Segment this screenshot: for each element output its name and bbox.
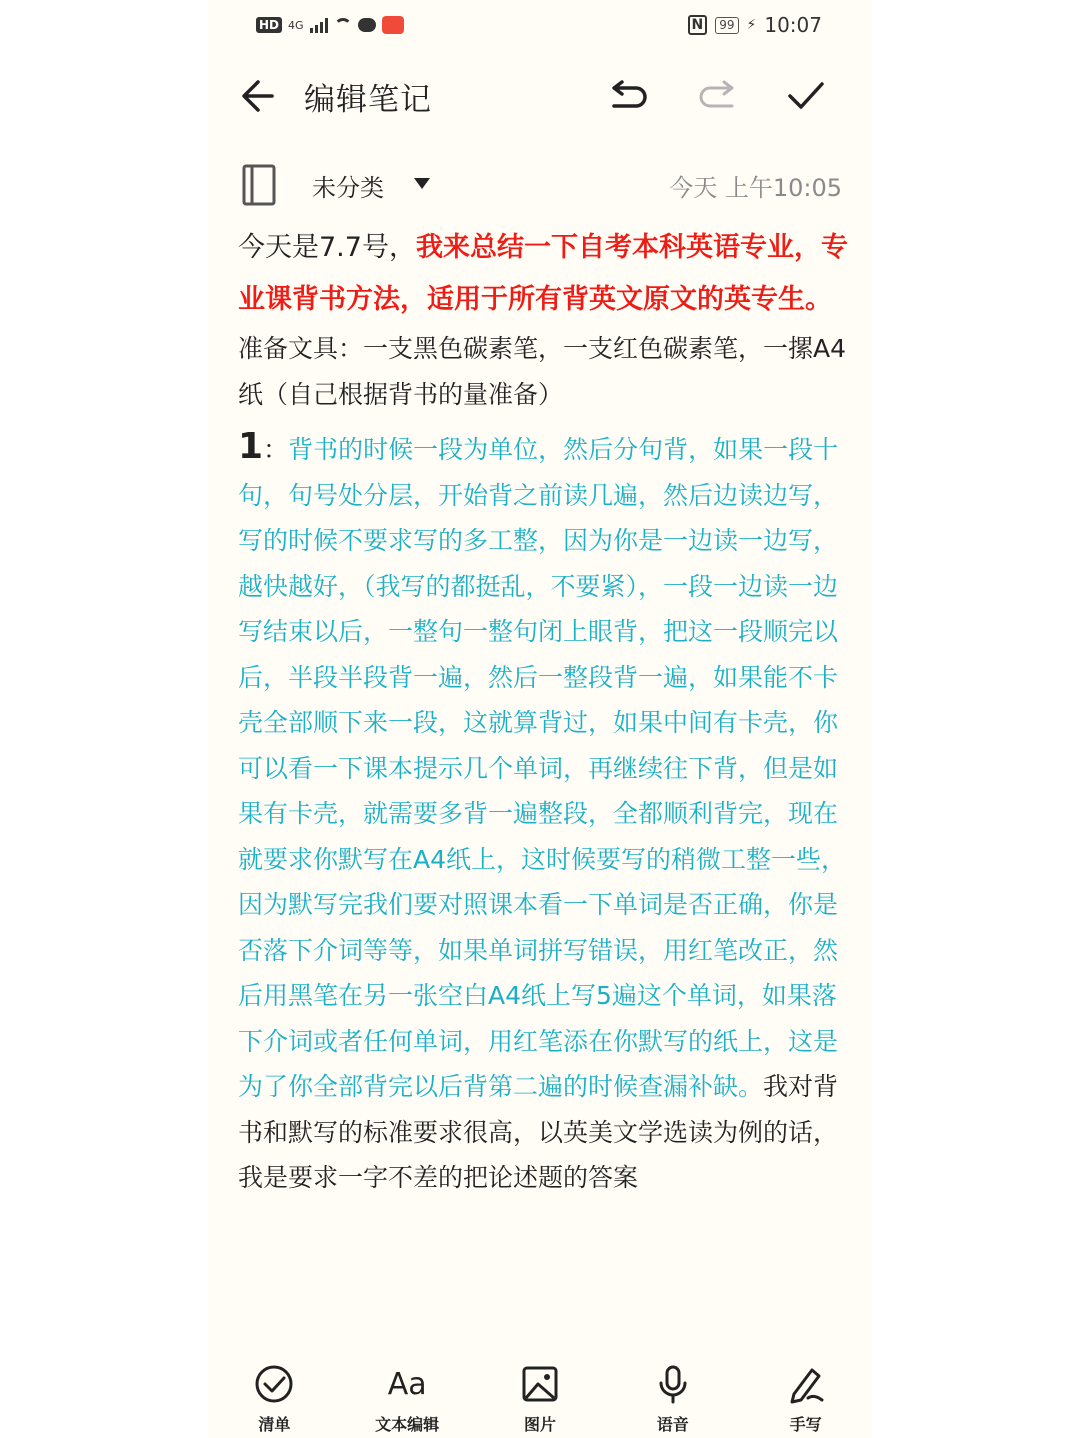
charging-icon: ⚡ (746, 17, 757, 33)
checklist-button[interactable] (219, 1350, 329, 1438)
checklist-label: 清单 (258, 1415, 291, 1434)
lead-plain-text: 今天是7.7号， (238, 232, 416, 263)
step-number: 1 (238, 426, 264, 467)
text-format-icon (385, 1362, 429, 1406)
image-label: 图片 (523, 1415, 556, 1434)
step-tail-text: 我对背书和默写的标准要求很高，以英美文学选读为例的话，我是要求一字不差的把论述题的答案 (238, 1072, 839, 1192)
checklist-icon (252, 1362, 296, 1406)
clock: 10:07 (764, 13, 822, 37)
chevron-down-icon[interactable] (414, 178, 430, 189)
voice-label: 语音 (656, 1415, 689, 1434)
step-text: 背书的时候一段为单位，然后分句背，如果一段十句，句号处分层，开始背之前读几遍，然后边读边写，写的时候不要求写的多工整，因为你是一边读一边写，越快越好，（我写的都挺乱，不要紧），一段一边读一边写结束以后，一整句一整句闭上眼背，把这一段顺完以后，半段半段背一遍，然后一整段背一遍，如果能不卡壳全部顺下来一段，这就算背过，如果中间有卡壳，你可以看一下课本提示几个单词，再继续往下背，但是如果有卡壳，就需要多背一遍整段，全都顺利背完，现在就要求你默写在A4纸上，这时候要写的稍微工整一些，因为默写完我们要对照课本看一下单词是否正确，你是否落下介词等等，如果单词拼写错误，用红笔改正，然后用黑笔在另一张空白A4纸上写5遍这个单词，如果落下介词或者任何单词，用红笔添在你默写的纸上，这是为了你全部背完以后背第二遍的时候查漏补缺。 (238, 435, 847, 1101)
notebook-icon[interactable] (242, 164, 276, 206)
check-icon[interactable] (784, 74, 828, 118)
note-timestamp: 今天 上午10:05 (669, 174, 842, 202)
network-type: 4G (288, 18, 304, 32)
note-lead-paragraph (238, 222, 850, 326)
note-meta-row (208, 158, 872, 214)
text-edit-button[interactable] (352, 1350, 462, 1438)
wechat-icon (358, 18, 376, 32)
step-colon: ： (263, 435, 289, 464)
image-button[interactable] (485, 1350, 595, 1438)
bottom-toolbar (208, 1350, 872, 1438)
microphone-icon (651, 1362, 695, 1406)
back-arrow-icon[interactable] (238, 74, 282, 118)
handwrite-label: 手写 (789, 1415, 822, 1434)
undo-icon[interactable] (606, 74, 650, 118)
image-icon (518, 1362, 562, 1406)
pen-icon (784, 1362, 828, 1406)
text-format-glyph: Aa (387, 1366, 427, 1402)
nfc-icon: N (688, 15, 708, 35)
status-left (256, 12, 404, 38)
handwrite-button[interactable] (751, 1350, 861, 1438)
signal-icon (310, 17, 328, 33)
text-edit-label: 文本编辑 (375, 1415, 440, 1434)
note-editor[interactable] (238, 222, 850, 1201)
battery-icon: 99 (715, 17, 738, 34)
hd-badge: HD (256, 17, 282, 33)
app-notification-icon (382, 16, 404, 34)
status-bar (208, 0, 872, 52)
phone-screen (208, 0, 872, 1438)
lead-highlight-text: 我来总结一下自考本科英语专业，专业课背书方法，适用于所有背英文原文的英专生。 (238, 232, 848, 315)
voice-button[interactable] (618, 1350, 728, 1438)
category-selector[interactable]: 未分类 (312, 174, 384, 202)
prep-paragraph: 准备文具：一支黑色碳素笔，一支红色碳素笔，一摞A4纸（自己根据背书的量准备） (238, 334, 847, 409)
step-paragraph (238, 424, 850, 1201)
redo-icon[interactable] (696, 74, 740, 118)
page-title: 编辑笔记 (304, 82, 432, 118)
wifi-icon (334, 18, 352, 32)
top-app-bar (208, 52, 872, 142)
status-right (688, 12, 822, 38)
